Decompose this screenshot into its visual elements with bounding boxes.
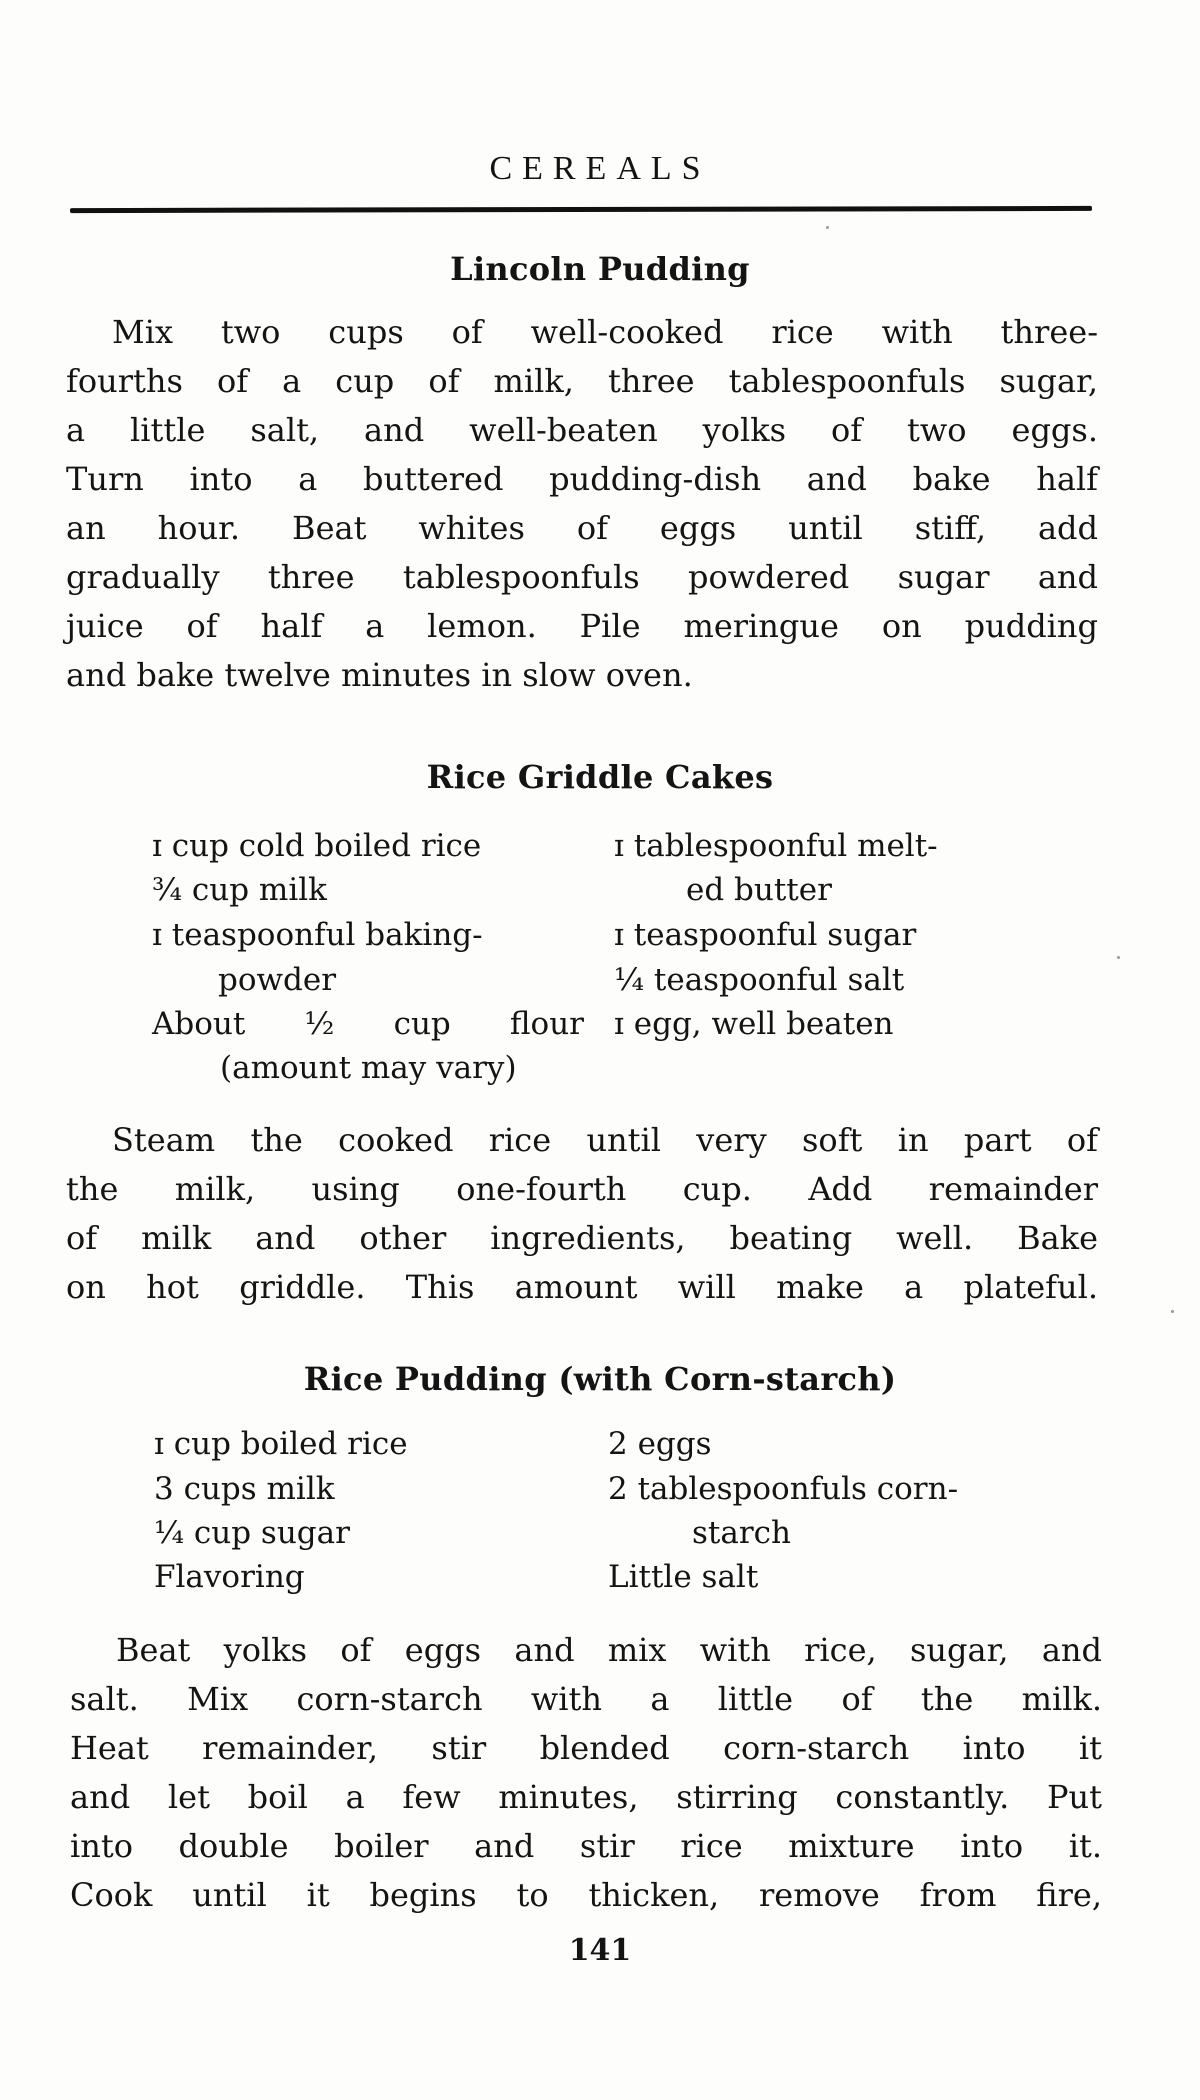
- ingredient-item: ɪ cup cold boiled rice: [152, 828, 482, 864]
- header-rule: [70, 206, 1092, 213]
- scan-speck: [826, 226, 829, 229]
- ingredient-item: About ½ cup flour: [152, 1006, 584, 1042]
- ingredient-item: ɪ tablespoonful melt-: [614, 828, 938, 864]
- body-line: Cook until it begins to thicken, remove from fire,: [70, 1876, 1102, 1914]
- body-line: Mix two cups of well-cooked rice with three-: [112, 313, 1098, 351]
- body-line: on hot griddle. This amount will make a plateful.: [66, 1268, 1098, 1306]
- ingredient-item: ¼ teaspoonful salt: [614, 962, 905, 998]
- body-line: juice of half a lemon. Pile meringue on pudding: [66, 607, 1098, 645]
- ingredient-item: ɪ teaspoonful sugar: [614, 917, 917, 953]
- ingredient-item-continuation: ed butter: [686, 872, 832, 908]
- page-number: 141: [568, 1933, 632, 1968]
- ingredient-item: ɪ egg, well beaten: [614, 1006, 894, 1042]
- ingredient-item: Little salt: [608, 1559, 759, 1595]
- body-line: Beat yolks of eggs and mix with rice, sugar, and: [116, 1631, 1102, 1669]
- ingredient-item: ¾ cup milk: [152, 872, 327, 908]
- body-line: Heat remainder, stir blended corn-starch into it: [70, 1729, 1102, 1767]
- body-line: salt. Mix corn-starch with a little of the milk.: [70, 1680, 1102, 1718]
- body-line: of milk and other ingredients, beating well. Bake: [66, 1219, 1098, 1257]
- body-line: gradually three tablespoonfuls powdered sugar and: [66, 558, 1098, 596]
- recipe-title-rice-griddle-cakes: Rice Griddle Cakes: [426, 758, 774, 796]
- recipe-title-lincoln-pudding: Lincoln Pudding: [450, 250, 750, 288]
- running-head: CEREALS: [489, 150, 711, 187]
- body-line: Steam the cooked rice until very soft in part of: [112, 1121, 1098, 1159]
- body-line: and bake twelve minutes in slow oven.: [66, 656, 693, 694]
- ingredient-item: 3 cups milk: [154, 1471, 335, 1507]
- ingredient-item: ɪ cup boiled rice: [154, 1426, 408, 1462]
- body-line: an hour. Beat whites of eggs until stiff, add: [66, 509, 1098, 547]
- body-line: fourths of a cup of milk, three tablespoonfuls sugar,: [66, 362, 1098, 400]
- scan-speck: [1117, 956, 1120, 959]
- ingredient-item-continuation: powder: [218, 962, 337, 998]
- recipe-title-rice-pudding-cornstarch: Rice Pudding (with Corn-starch): [303, 1360, 897, 1398]
- body-line: and let boil a few minutes, stirring constantly. Put: [70, 1778, 1102, 1816]
- body-line: Turn into a buttered pudding-dish and bake half: [66, 460, 1098, 498]
- ingredient-item: ɪ teaspoonful baking-: [152, 917, 483, 953]
- body-line: the milk, using one-fourth cup. Add remainder: [66, 1170, 1098, 1208]
- ingredient-item: ¼ cup sugar: [154, 1515, 350, 1551]
- ingredient-item: 2 tablespoonfuls corn-: [608, 1471, 959, 1507]
- body-line: a little salt, and well-beaten yolks of two eggs.: [66, 411, 1098, 449]
- ingredient-item: 2 eggs: [608, 1426, 712, 1462]
- body-line: into double boiler and stir rice mixture into it.: [70, 1827, 1102, 1865]
- ingredient-item: Flavoring: [154, 1559, 305, 1595]
- ingredient-item-continuation: (amount may vary): [220, 1050, 517, 1086]
- ingredient-item-continuation: starch: [692, 1515, 791, 1551]
- scan-speck: [1171, 1310, 1174, 1313]
